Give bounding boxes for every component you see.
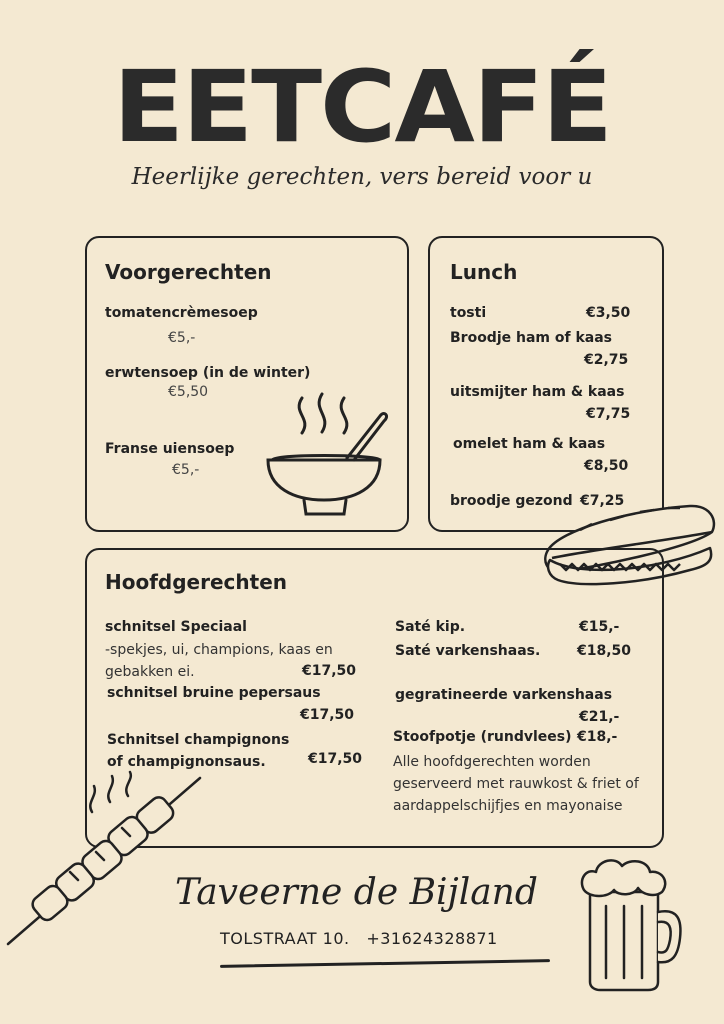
menu-item-name: schnitsel bruine pepersaus xyxy=(107,685,321,701)
menu-item-price: €5,50 xyxy=(168,384,209,400)
menu-item-price: €17,50 xyxy=(300,707,355,723)
page-title: EETCAFÉ xyxy=(113,49,611,165)
tagline: Heerlijke gerechten, vers bereid voor u xyxy=(131,164,593,190)
menu-item-name: Stoofpotje (rundvlees) xyxy=(393,729,572,745)
menu-item-name: Franse uiensoep xyxy=(105,441,235,457)
menu-item-price: €17,50 xyxy=(308,751,363,767)
address: TOLSTRAAT 10. xyxy=(220,929,350,948)
menu-item-name: Broodje ham of kaas xyxy=(450,330,612,346)
menu-item-price: €21,- xyxy=(579,709,620,725)
menu-item-description: -spekjes, ui, champions, kaas en gebakken ei. xyxy=(105,642,333,680)
menu-item-name: tomatencrèmesoep xyxy=(105,305,258,321)
menu-item-price: €8,50 xyxy=(584,458,629,474)
menu-item-price: €5,- xyxy=(168,330,196,346)
phone-number: +31624328871 xyxy=(366,929,498,948)
menu-item-name: schnitsel Speciaal xyxy=(105,619,247,635)
skewer-icon xyxy=(0,772,210,952)
menu-item-price: €3,50 xyxy=(586,305,631,321)
menu-item-name: Saté kip. xyxy=(395,619,466,635)
menu-note: Alle hoofdgerechten worden geserveerd met rauwkost & friet of aardappelschijfjes en mayonaise xyxy=(393,754,639,814)
lunch-heading: Lunch xyxy=(450,260,518,284)
menu-item-name: Schnitsel champignons of champignonsaus. xyxy=(107,732,290,770)
menu-item-price: €2,75 xyxy=(584,352,629,368)
menu-item-name: gegratineerde varkenshaas xyxy=(395,687,613,703)
menu-item-name: erwtensoep (in de winter) xyxy=(105,365,311,381)
menu-item-price: €5,- xyxy=(172,462,200,478)
menu-item-price: €15,- xyxy=(579,619,620,635)
menu-item-price: €7,75 xyxy=(586,406,631,422)
menu-item-price: €18,- xyxy=(577,729,618,745)
voorgerechten-heading: Voorgerechten xyxy=(105,260,272,284)
soup-bowl-icon xyxy=(262,388,392,518)
menu-item-name: broodje gezond xyxy=(450,493,573,509)
menu-item-name: Saté varkenshaas. xyxy=(395,643,541,659)
menu-item-price: €18,50 xyxy=(577,643,632,659)
menu-item-name: omelet ham & kaas xyxy=(453,436,606,452)
contact-info xyxy=(220,929,498,948)
divider xyxy=(220,959,550,968)
beer-mug-icon xyxy=(578,856,688,996)
menu-item-price: €17,50 xyxy=(302,663,357,679)
restaurant-name: Taveerne de Bijland xyxy=(175,872,538,913)
menu-item-name: uitsmijter ham & kaas xyxy=(450,384,625,400)
menu-item-price: €7,25 xyxy=(580,493,625,509)
hoofdgerechten-heading: Hoofdgerechten xyxy=(105,570,288,594)
menu-item-name: tosti xyxy=(450,305,487,321)
